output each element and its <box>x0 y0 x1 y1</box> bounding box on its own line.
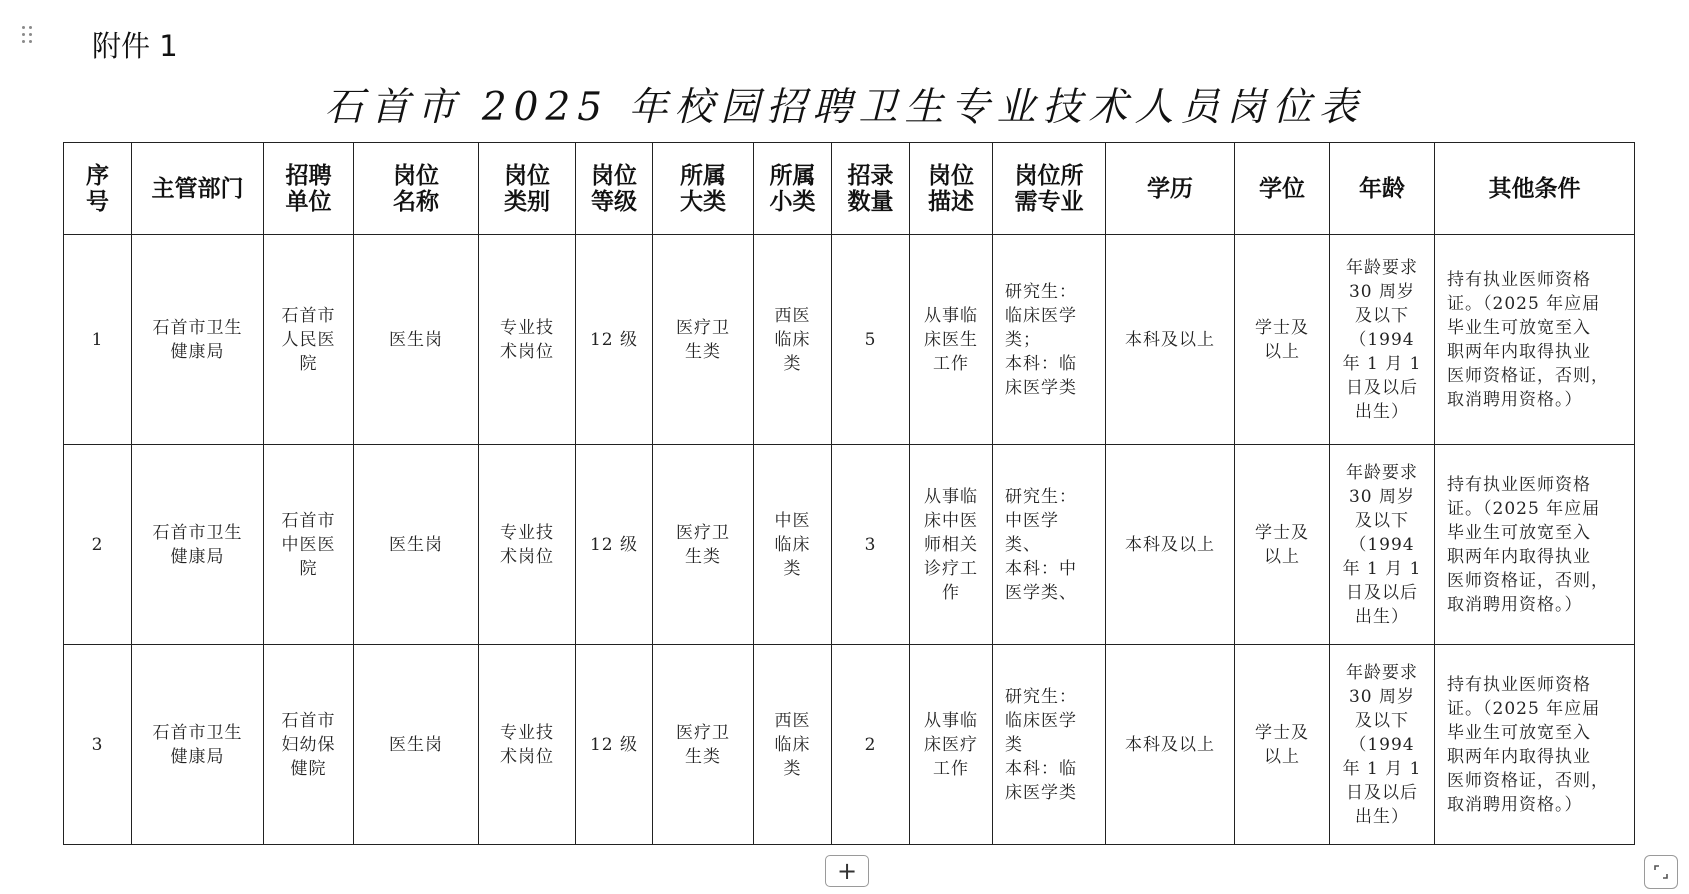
cell-desc: 从事临 床医疗 工作 <box>910 645 993 845</box>
cell-no: 2 <box>64 445 132 645</box>
cell-desc: 从事临 床中医 师相关 诊疗工 作 <box>910 445 993 645</box>
cell-minor-class: 西医 临床 类 <box>754 235 832 445</box>
drag-handle-icon[interactable] <box>22 26 36 48</box>
cell-count: 2 <box>832 645 910 845</box>
header-cell: 招录 数量 <box>832 143 910 235</box>
header-cell: 岗位 类别 <box>479 143 576 235</box>
cell-age: 年龄要求 30 周岁 及以下 （1994 年 1 月 1 日及以后 出生） <box>1330 235 1435 445</box>
cell-dept: 石首市卫生 健康局 <box>132 445 264 645</box>
cell-education: 本科及以上 <box>1106 645 1235 845</box>
cell-count: 5 <box>832 235 910 445</box>
header-cell: 岗位 名称 <box>354 143 479 235</box>
plus-icon: + <box>836 857 858 885</box>
header-cell: 学位 <box>1235 143 1330 235</box>
cell-major: 研究生： 临床医学 类 本科：临 床医学类 <box>993 645 1106 845</box>
header-cell: 年龄 <box>1330 143 1435 235</box>
cell-other: 持有执业医师资格 证。（2025 年应届 毕业生可放宽至入 职两年内取得执业 医师资格证，否则， 取消聘用资格。） <box>1435 445 1635 645</box>
cell-major-class: 医疗卫 生类 <box>653 235 754 445</box>
cell-minor-class: 中医 临床 类 <box>754 445 832 645</box>
cell-category: 专业技 术岗位 <box>479 445 576 645</box>
cell-major-class: 医疗卫 生类 <box>653 445 754 645</box>
positions-table <box>63 142 1635 845</box>
cell-major-class: 医疗卫 生类 <box>653 645 754 845</box>
add-row-button[interactable] <box>825 855 869 887</box>
table-row <box>64 235 1635 445</box>
attachment-label: 附件 1 <box>92 29 178 63</box>
header-cell: 招聘 单位 <box>264 143 354 235</box>
cell-count: 3 <box>832 445 910 645</box>
table-row <box>64 645 1635 845</box>
cell-level: 12 级 <box>576 645 653 845</box>
cell-unit: 石首市 妇幼保 健院 <box>264 645 354 845</box>
cell-unit: 石首市 中医医 院 <box>264 445 354 645</box>
cell-education: 本科及以上 <box>1106 235 1235 445</box>
cell-unit: 石首市 人民医 院 <box>264 235 354 445</box>
header-cell: 岗位 等级 <box>576 143 653 235</box>
cell-age: 年龄要求 30 周岁 及以下 （1994 年 1 月 1 日及以后 出生） <box>1330 445 1435 645</box>
header-cell: 岗位 描述 <box>910 143 993 235</box>
cell-age: 年龄要求 30 周岁 及以下 （1994 年 1 月 1 日及以后 出生） <box>1330 645 1435 845</box>
header-cell: 所属 小类 <box>754 143 832 235</box>
cell-category: 专业技 术岗位 <box>479 645 576 845</box>
cell-category: 专业技 术岗位 <box>479 235 576 445</box>
cell-degree: 学士及 以上 <box>1235 235 1330 445</box>
expand-icon <box>1653 864 1669 880</box>
cell-dept: 石首市卫生 健康局 <box>132 645 264 845</box>
header-cell: 其他条件 <box>1435 143 1635 235</box>
header-row <box>64 143 1635 235</box>
cell-post: 医生岗 <box>354 445 479 645</box>
cell-dept: 石首市卫生 健康局 <box>132 235 264 445</box>
cell-level: 12 级 <box>576 445 653 645</box>
cell-other: 持有执业医师资格 证。（2025 年应届 毕业生可放宽至入 职两年内取得执业 医师资格证，否则， 取消聘用资格。） <box>1435 235 1635 445</box>
table-row <box>64 445 1635 645</box>
document-title: 石首市 2025 年校园招聘卫生专业技术人员岗位表 <box>324 85 1365 130</box>
cell-degree: 学士及 以上 <box>1235 445 1330 645</box>
cell-post: 医生岗 <box>354 645 479 845</box>
cell-level: 12 级 <box>576 235 653 445</box>
header-cell: 学历 <box>1106 143 1235 235</box>
header-cell: 序 号 <box>64 143 132 235</box>
header-cell: 岗位所 需专业 <box>993 143 1106 235</box>
header-cell: 主管部门 <box>132 143 264 235</box>
header-cell: 所属 大类 <box>653 143 754 235</box>
cell-post: 医生岗 <box>354 235 479 445</box>
cell-other: 持有执业医师资格 证。（2025 年应届 毕业生可放宽至入 职两年内取得执业 医师资格证，否则， 取消聘用资格。） <box>1435 645 1635 845</box>
cell-no: 3 <box>64 645 132 845</box>
expand-button[interactable] <box>1644 855 1678 889</box>
cell-no: 1 <box>64 235 132 445</box>
cell-major: 研究生： 中医学 类、 本科：中 医学类、 <box>993 445 1106 645</box>
cell-degree: 学士及 以上 <box>1235 645 1330 845</box>
cell-education: 本科及以上 <box>1106 445 1235 645</box>
cell-major: 研究生： 临床医学 类； 本科：临 床医学类 <box>993 235 1106 445</box>
cell-desc: 从事临 床医生 工作 <box>910 235 993 445</box>
cell-minor-class: 西医 临床 类 <box>754 645 832 845</box>
